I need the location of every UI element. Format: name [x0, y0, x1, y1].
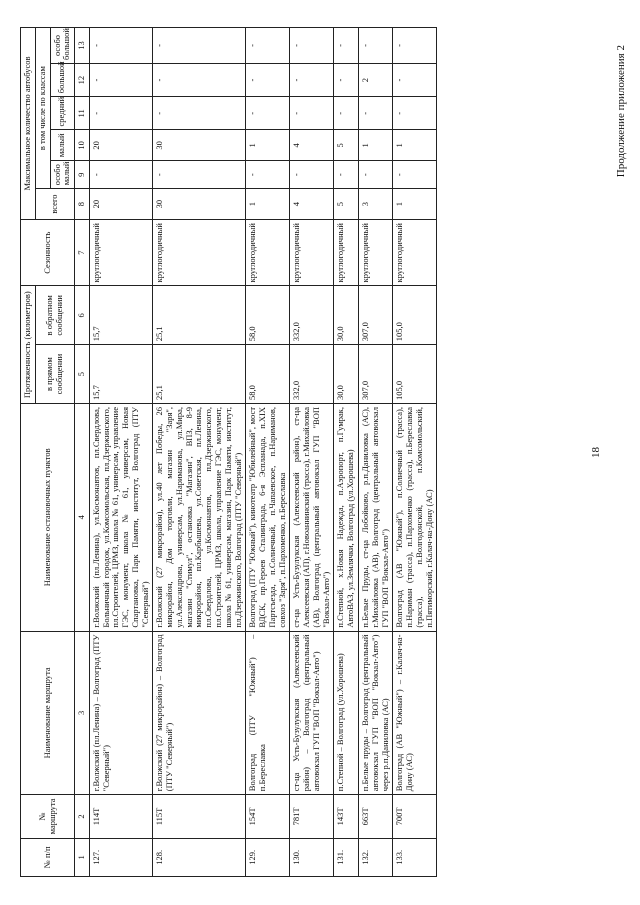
header-row-num: № п/п — [21, 838, 75, 876]
small-class-cell: 4 — [290, 130, 334, 161]
col-number: 9 — [75, 161, 90, 189]
route-name-cell: Волгоград (АВ "Южный") – г.Калач-на-Дону (АС) — [393, 631, 437, 795]
medium-class-cell: - — [153, 97, 246, 130]
col-number: 3 — [75, 631, 90, 795]
col-number: 12 — [75, 64, 90, 97]
route-number-cell: 781Т — [290, 795, 334, 838]
col-number: 11 — [75, 97, 90, 130]
route-name-cell: г.Волжский (27 микрорайон) – Волгоград (ПТУ "Северный") — [153, 631, 246, 795]
table-row — [290, 28, 334, 877]
col-number: 6 — [75, 286, 90, 345]
length-forward-cell: 25,1 — [153, 345, 246, 404]
very-large-class-cell: - — [153, 28, 246, 64]
route-number-cell: 700Т — [393, 795, 437, 838]
very-small-class-cell: - — [153, 161, 246, 189]
small-class-cell: 30 — [153, 130, 246, 161]
col-number: 2 — [75, 795, 90, 838]
very-large-class-cell: - — [89, 28, 153, 64]
header-route-num: № маршрута — [21, 795, 75, 838]
header-length: Протяженность (километров) — [21, 286, 36, 404]
row-number-cell: 132. — [358, 838, 392, 876]
very-large-class-cell: - — [358, 28, 392, 64]
length-backward-cell: 307,0 — [358, 286, 392, 345]
stops-cell: ст-ца Усть-Бузулукская (Алексеевский район), ст-ца Алексеевская (АП), г.Новоаннинский (трасса), г.Михайловка (АВ), Волгоград (центральный автовокзал ГУП "ВОП "Вокзал-Авто") — [290, 404, 334, 632]
header-medium: средний — [50, 97, 75, 130]
col-number: 1 — [75, 838, 90, 876]
length-forward-cell: 15,7 — [89, 345, 153, 404]
route-name-cell: ст-ца Усть-Бузулукская (Алексеевский район) – Волгоград (центральный автовокзал ГУП "ВОП "Вокзал-Авто") — [290, 631, 334, 795]
small-class-cell: 1 — [246, 130, 290, 161]
table-row — [393, 28, 437, 877]
row-number-cell: 127. — [89, 838, 153, 876]
very-large-class-cell: - — [290, 28, 334, 64]
small-class-cell: 5 — [334, 130, 359, 161]
table-row — [334, 28, 359, 877]
header-large: большой — [50, 64, 75, 97]
medium-class-cell: - — [358, 97, 392, 130]
total-buses-cell: 30 — [153, 189, 246, 220]
large-class-cell: - — [334, 64, 359, 97]
page-number: 18 — [590, 447, 602, 458]
very-small-class-cell: - — [290, 161, 334, 189]
total-buses-cell: 4 — [290, 189, 334, 220]
stops-cell: Волгоград (АВ "Южный"), п.Солнечный (трасса), п.Нариман (трасса), п.Пархоменко (трасса), п.Береславка (трасса), п.Волгодонской, п.Комсомольский, п.Пятиморский, г.Калач-на-Дону (АС) — [393, 404, 437, 632]
stops-cell: Волгоград (ПТУ "Южный"), кинотеатр "Юбилейный", мост ВДСК, пр.Героев Сталинграда, 6-я Эспланада, п.XIX Партсъезда, п.Солнечный, п.Чапаевское, п.Нариманов, совхоз "Заря", п.Пархоменко, п.Береславка — [246, 404, 290, 632]
appendix-note: Продолжение приложения 2 — [615, 45, 627, 178]
route-number-cell: 663Т — [358, 795, 392, 838]
route-number-cell: 143Т — [334, 795, 359, 838]
length-backward-cell: 105,0 — [393, 286, 437, 345]
route-name-cell: п.Белые пруды – Волгоград (центральный автовокзал ГУП "ВОП "Вокзал-Авто") через р.п.Даниловка (АС) — [358, 631, 392, 795]
medium-class-cell: - — [393, 97, 437, 130]
seasonality-cell: круглогодичный — [334, 219, 359, 285]
very-small-class-cell: - — [334, 161, 359, 189]
header-small: малый — [50, 130, 75, 161]
very-large-class-cell: - — [246, 28, 290, 64]
total-buses-cell: 1 — [246, 189, 290, 220]
seasonality-cell: круглогодичный — [358, 219, 392, 285]
large-class-cell: - — [393, 64, 437, 97]
large-class-cell: - — [89, 64, 153, 97]
col-number: 7 — [75, 219, 90, 285]
very-small-class-cell: - — [89, 161, 153, 189]
seasonality-cell: круглогодичный — [290, 219, 334, 285]
table-row — [153, 28, 246, 877]
very-large-class-cell: - — [393, 28, 437, 64]
total-buses-cell: 3 — [358, 189, 392, 220]
col-number: 10 — [75, 130, 90, 161]
total-buses-cell: 5 — [334, 189, 359, 220]
header-very-small: особо малый — [50, 161, 75, 189]
length-backward-cell: 332,0 — [290, 286, 334, 345]
medium-class-cell: - — [334, 97, 359, 130]
row-number-cell: 131. — [334, 838, 359, 876]
header-very-large: особо большой — [50, 28, 75, 64]
header-by-class: в том числе по классам — [35, 28, 50, 189]
large-class-cell: - — [153, 64, 246, 97]
total-buses-cell: 1 — [393, 189, 437, 220]
routes-table — [20, 27, 437, 877]
small-class-cell: 20 — [89, 130, 153, 161]
stops-cell: г.Волжский (27 микрорайон), ул.40 лет Победы, 26 микрорайон, Дом торговли, магазин "Заря", ул.Александрова, универсам, ул.Нариманова, ул.Мира, магазин "Стимул", остановка "Магазин", ВПЗ, 8-9 микрорайон, пл.Карбышева, ул.Советская, пл.Ленина, пл.Свердлова, ул.Космонавтов, пл.Дзержинского, пл.Строителей, ЦРМЗ, школа, управление ГЭС, монумент, школа № 61, универсам, магазин, Парк Памяти, институт, пл.Дзержинского, Волгоград (ПТУ "Северный") — [153, 404, 246, 632]
col-number: 8 — [75, 189, 90, 220]
column-number-row — [75, 28, 90, 877]
header-length-forward: в прямом сообщении — [35, 345, 74, 404]
row-number-cell: 130. — [290, 838, 334, 876]
length-backward-cell: 25,1 — [153, 286, 246, 345]
length-backward-cell: 58,0 — [246, 286, 290, 345]
seasonality-cell: круглогодичный — [89, 219, 153, 285]
table-row — [89, 28, 153, 877]
col-number: 13 — [75, 28, 90, 64]
length-forward-cell: 30,0 — [334, 345, 359, 404]
medium-class-cell: - — [246, 97, 290, 130]
header-route-name: Наименование маршрута — [21, 631, 75, 795]
route-number-cell: 154Т — [246, 795, 290, 838]
medium-class-cell: - — [89, 97, 153, 130]
very-small-class-cell: - — [358, 161, 392, 189]
route-number-cell: 114Т — [89, 795, 153, 838]
stops-cell: г.Волжский (пл.Ленина), ул.Космонавтов, пл.Свердлова, Больничный городок, ул.Комсомольская, пл.Дзержинского, пл.Строителей, ЦРМЗ, школа № 61, универсам, управление ГЭС, монумент, школа № 61, универсам, Новая Спартановка, Парк Памяти, институт, Волгоград (ПТУ "Северный") — [89, 404, 153, 632]
header-total: всего — [35, 189, 74, 220]
large-class-cell: - — [290, 64, 334, 97]
length-forward-cell: 58,0 — [246, 345, 290, 404]
small-class-cell: 1 — [358, 130, 392, 161]
stops-cell: п.Белые Пруды, ст-ца Лобойково, р.п.Даниловка (АС), г.Михайловка (АВ), Волгоград (центральный автовокзал ГУП "ВОП "Вокзал-Авто") — [358, 404, 392, 632]
route-name-cell: п.Степной – Волгоград (ул.Хорошева) — [334, 631, 359, 795]
col-number: 5 — [75, 345, 90, 404]
large-class-cell: 2 — [358, 64, 392, 97]
route-name-cell: г.Волжский (пл.Ленина) – Волгоград (ПТУ "Северный") — [89, 631, 153, 795]
routes-table-body — [89, 28, 437, 877]
row-number-cell: 128. — [153, 838, 246, 876]
seasonality-cell: круглогодичный — [153, 219, 246, 285]
header-seasonality: Сезонность — [21, 219, 75, 285]
large-class-cell: - — [246, 64, 290, 97]
header-stops: Наименование остановочных пунктов — [21, 404, 75, 632]
table-row — [246, 28, 290, 877]
medium-class-cell: - — [290, 97, 334, 130]
row-number-cell: 129. — [246, 838, 290, 876]
header-length-backward: в обратном сообщении — [35, 286, 74, 345]
length-forward-cell: 332,0 — [290, 345, 334, 404]
length-forward-cell: 307,0 — [358, 345, 392, 404]
route-name-cell: Волгоград (ПТУ "Южный") – п.Береславка — [246, 631, 290, 795]
table-row — [358, 28, 392, 877]
length-backward-cell: 15,7 — [89, 286, 153, 345]
total-buses-cell: 20 — [89, 189, 153, 220]
stops-cell: п.Степной, х.Новая Надежда, п.Аэропорт, п.Гумрак, АвтоВАЗ, ул.Землячки, Волгоград (ул.Хорошева) — [334, 404, 359, 632]
small-class-cell: 1 — [393, 130, 437, 161]
very-large-class-cell: - — [334, 28, 359, 64]
route-number-cell: 115Т — [153, 795, 246, 838]
row-number-cell: 133. — [393, 838, 437, 876]
length-backward-cell: 30,0 — [334, 286, 359, 345]
seasonality-cell: круглогодичный — [246, 219, 290, 285]
seasonality-cell: круглогодичный — [393, 219, 437, 285]
very-small-class-cell: - — [393, 161, 437, 189]
very-small-class-cell: - — [246, 161, 290, 189]
col-number: 4 — [75, 404, 90, 632]
header-max-buses: Максимальное количество автобусов — [21, 28, 36, 220]
length-forward-cell: 105,0 — [393, 345, 437, 404]
